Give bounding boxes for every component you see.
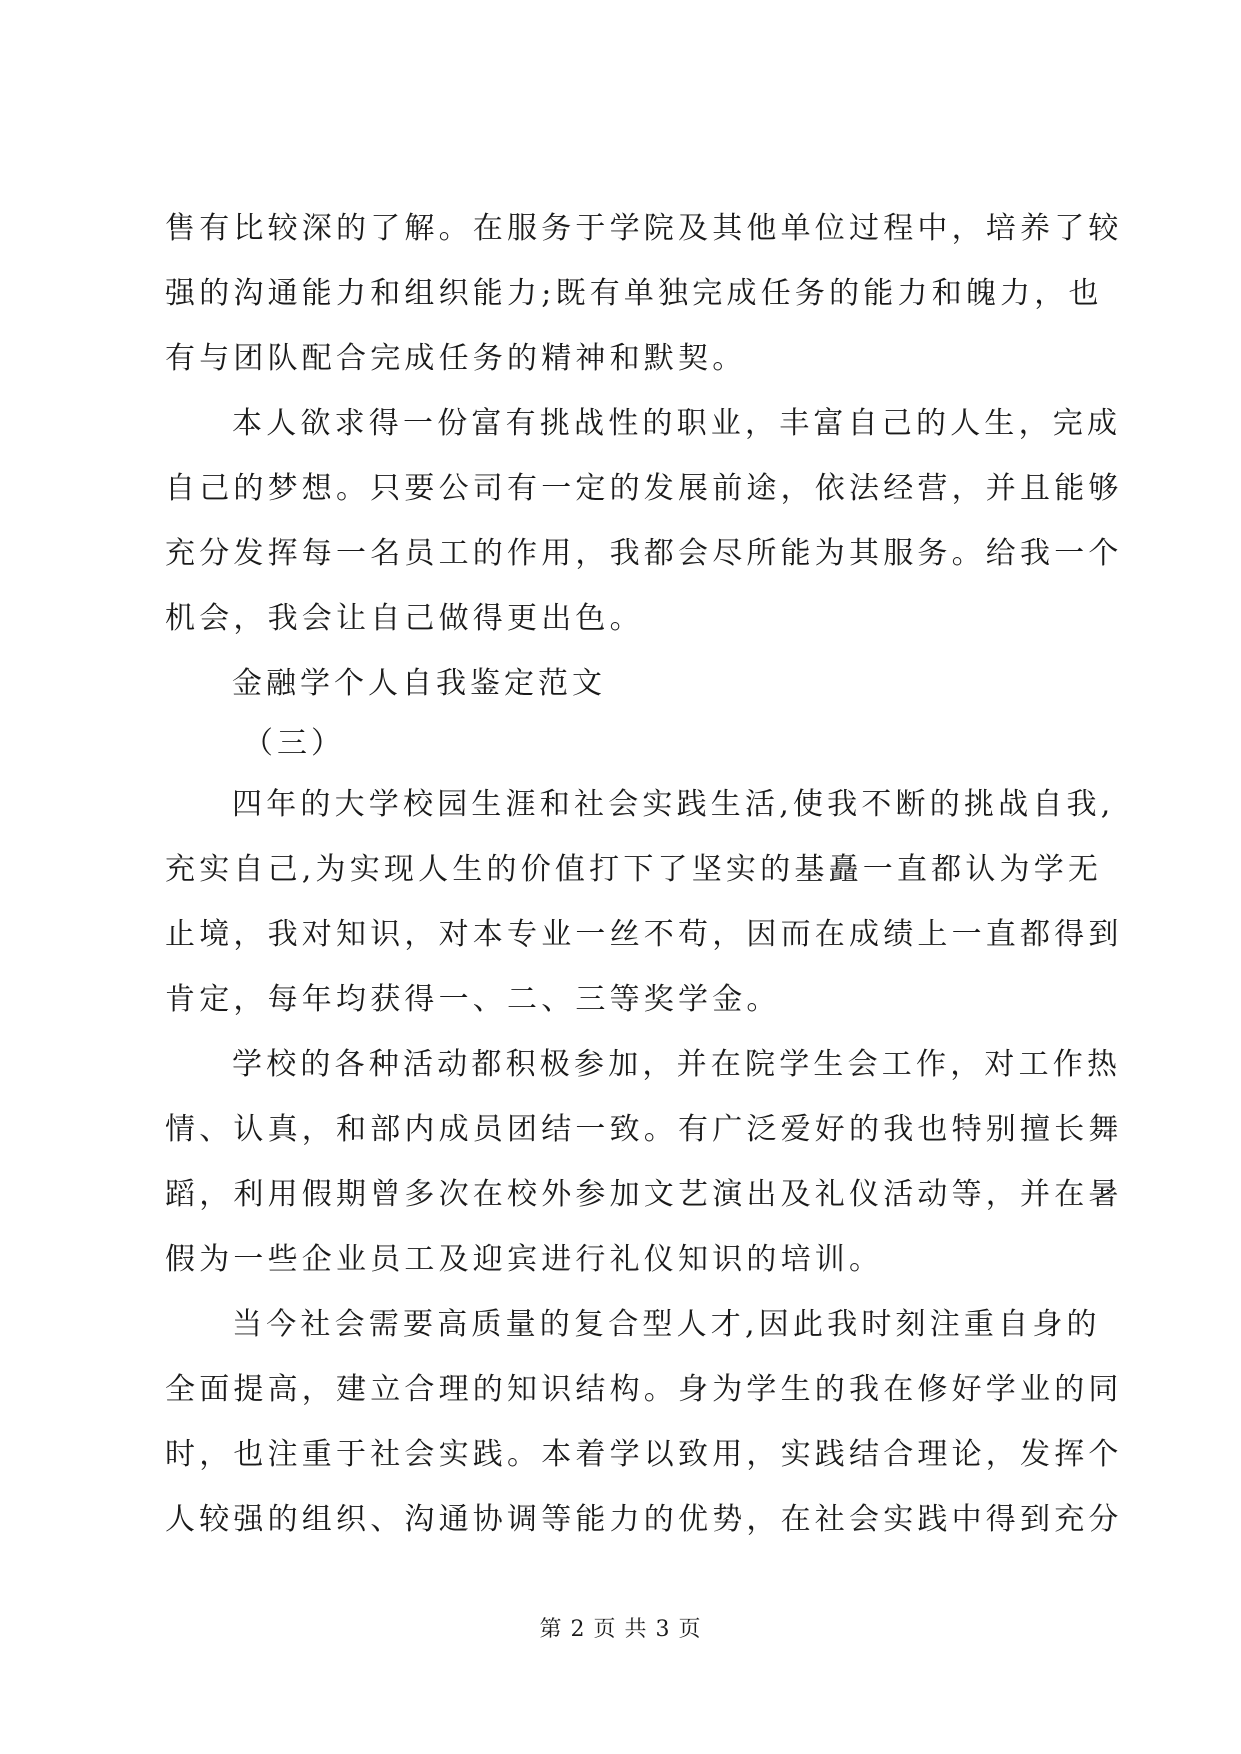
text-line: 情、认真，和部内成员团结一致。有广泛爱好的我也特别擅长舞 bbox=[165, 1112, 1123, 1147]
paragraph-study bbox=[165, 772, 1123, 1032]
text-line: 肯定，每年均获得一、二、三等奖学金。 bbox=[165, 982, 781, 1017]
text-line: 假为一些企业员工及迎宾进行礼仪知识的培训。 bbox=[165, 1242, 884, 1277]
text-line: 四年的大学校园生涯和社会实践生活,使我不断的挑战自我, bbox=[232, 787, 1115, 822]
text-line: 机会，我会让自己做得更出色。 bbox=[165, 601, 644, 636]
text-line: 时，也注重于社会实践。本着学以致用，实践结合理论，发挥个 bbox=[165, 1437, 1123, 1472]
text-line: 人较强的组织、沟通协调等能力的优势，在社会实践中得到充分 bbox=[165, 1502, 1123, 1537]
text-line: 强的沟通能力和组织能力;既有单独完成任务的能力和魄力，也 bbox=[165, 276, 1103, 311]
text-line: 本人欲求得一份富有挑战性的职业，丰富自己的人生，完成 bbox=[232, 406, 1122, 441]
paragraph-practice bbox=[165, 1292, 1123, 1552]
section-heading: 金融学个人自我鉴定范文 bbox=[232, 666, 606, 701]
paragraph-continuation bbox=[165, 196, 1123, 391]
text-line: 蹈，利用假期曾多次在校外参加文艺演出及礼仪活动等，并在暑 bbox=[165, 1177, 1123, 1212]
text-line: 有与团队配合完成任务的精神和默契。 bbox=[165, 341, 747, 376]
document-body bbox=[165, 196, 1123, 1552]
paragraph-activities bbox=[165, 1032, 1123, 1292]
paragraph-career-goal bbox=[165, 391, 1123, 651]
text-line: 学校的各种活动都积极参加，并在院学生会工作，对工作热 bbox=[232, 1047, 1122, 1082]
text-line: 充分发挥每一名员工的作用，我都会尽所能为其服务。给我一个 bbox=[165, 536, 1123, 571]
text-line: 当今社会需要高质量的复合型人才,因此我时刻注重自身的 bbox=[232, 1307, 1101, 1342]
page-footer: 第 2 页 共 3 页 bbox=[539, 1617, 702, 1642]
text-line: 售有比较深的了解。在服务于学院及其他单位过程中，培养了较 bbox=[165, 211, 1123, 246]
text-line: 充实自己,为实现人生的价值打下了坚实的基矗一直都认为学无 bbox=[165, 852, 1103, 887]
text-line: 全面提高，建立合理的知识结构。身为学生的我在修好学业的同 bbox=[165, 1372, 1123, 1407]
text-line: 止境，我对知识，对本专业一丝不苟，因而在成绩上一直都得到 bbox=[165, 917, 1123, 952]
text-line: 自己的梦想。只要公司有一定的发展前途，依法经营，并且能够 bbox=[165, 471, 1123, 506]
section-number: （三） bbox=[243, 726, 345, 761]
